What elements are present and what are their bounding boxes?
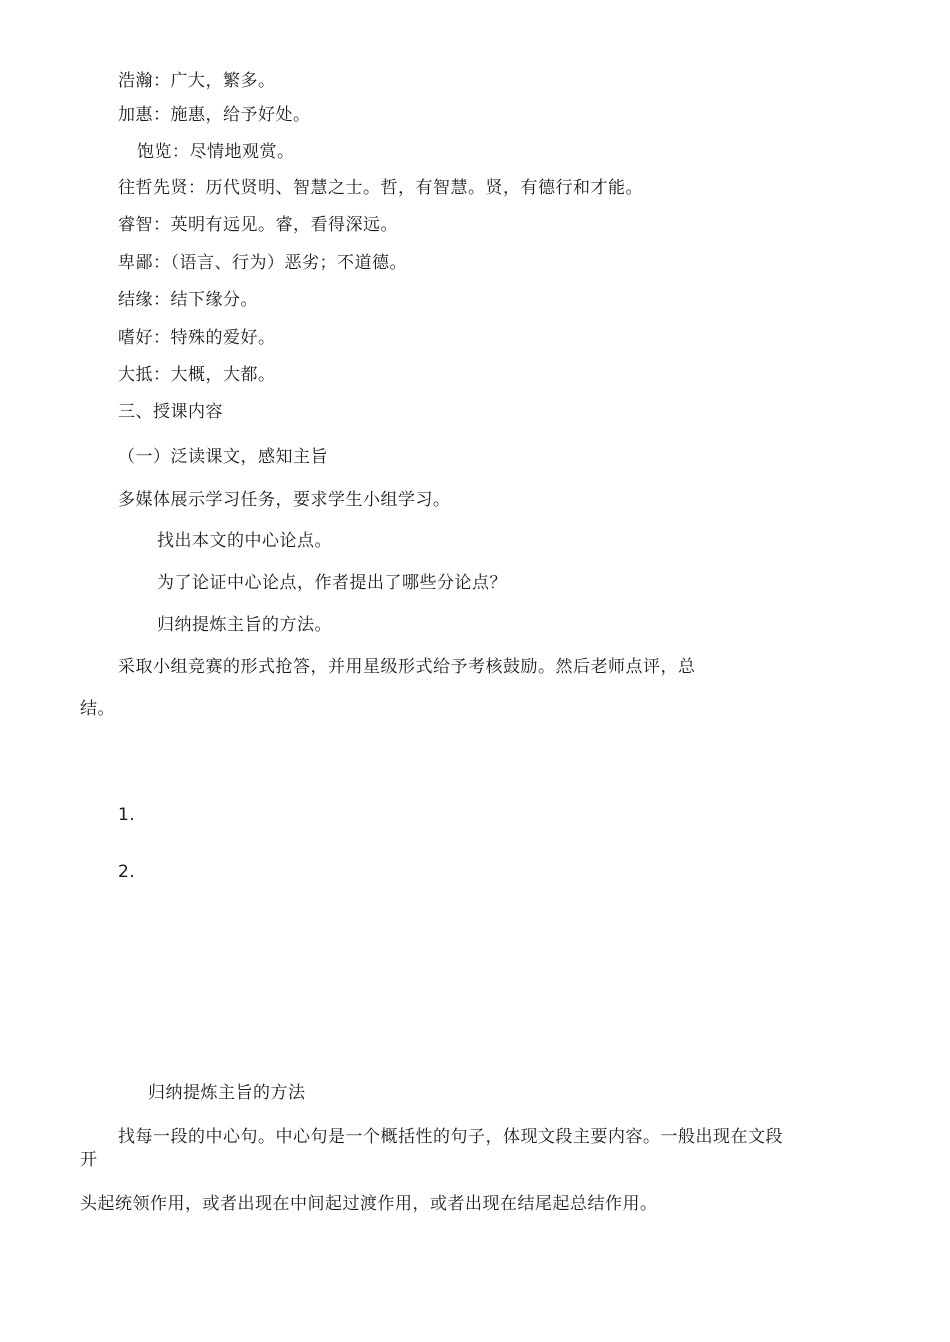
method-heading: 归纳提炼主旨的方法 [148,1083,306,1103]
numbered-item-1: 1. [118,805,136,825]
competition-paragraph-line2: 结。 [80,699,115,719]
glossary-item-baolan: 饱览：尽情地观赏。 [137,142,295,162]
glossary-item-shihao: 嗜好：特殊的爱好。 [118,328,276,348]
glossary-item-jieyuan: 结缘：结下缘分。 [118,290,258,310]
method-paragraph-line1: 找每一段的中心句。中心句是一个概括性的句子，体现文段主要内容。一般出现在文段 [118,1127,783,1147]
method-paragraph-line2: 开 [80,1150,98,1170]
competition-paragraph-line1: 采取小组竞赛的形式抢答，并用星级形式给予考核鼓励。然后老师点评，总 [118,657,696,677]
task-item-3: 归纳提炼主旨的方法。 [157,615,332,635]
subsection-heading: （一）泛读课文，感知主旨 [118,447,328,467]
glossary-item-dadi: 大抵：大概，大都。 [118,365,276,385]
section-heading: 三、授课内容 [118,402,223,422]
glossary-item-beibi: 卑鄙：（语言、行为）恶劣；不道德。 [118,253,407,273]
task-intro: 多媒体展示学习任务，要求学生小组学习。 [118,490,451,510]
task-item-1: 找出本文的中心论点。 [157,531,332,551]
numbered-item-2: 2. [118,862,136,882]
glossary-item-ruizhi: 睿智：英明有远见。睿，看得深远。 [118,215,398,235]
glossary-item-jiahui: 加惠：施惠，给予好处。 [118,105,311,125]
glossary-item-haohan: 浩瀚：广大，繁多。 [118,71,276,91]
glossary-item-wangzhe: 往哲先贤：历代贤明、智慧之士。哲，有智慧。贤，有德行和才能。 [118,178,643,198]
task-item-2: 为了论证中心论点，作者提出了哪些分论点？ [157,573,507,593]
method-paragraph-line3: 头起统领作用，或者出现在中间起过渡作用，或者出现在结尾起总结作用。 [80,1194,658,1214]
